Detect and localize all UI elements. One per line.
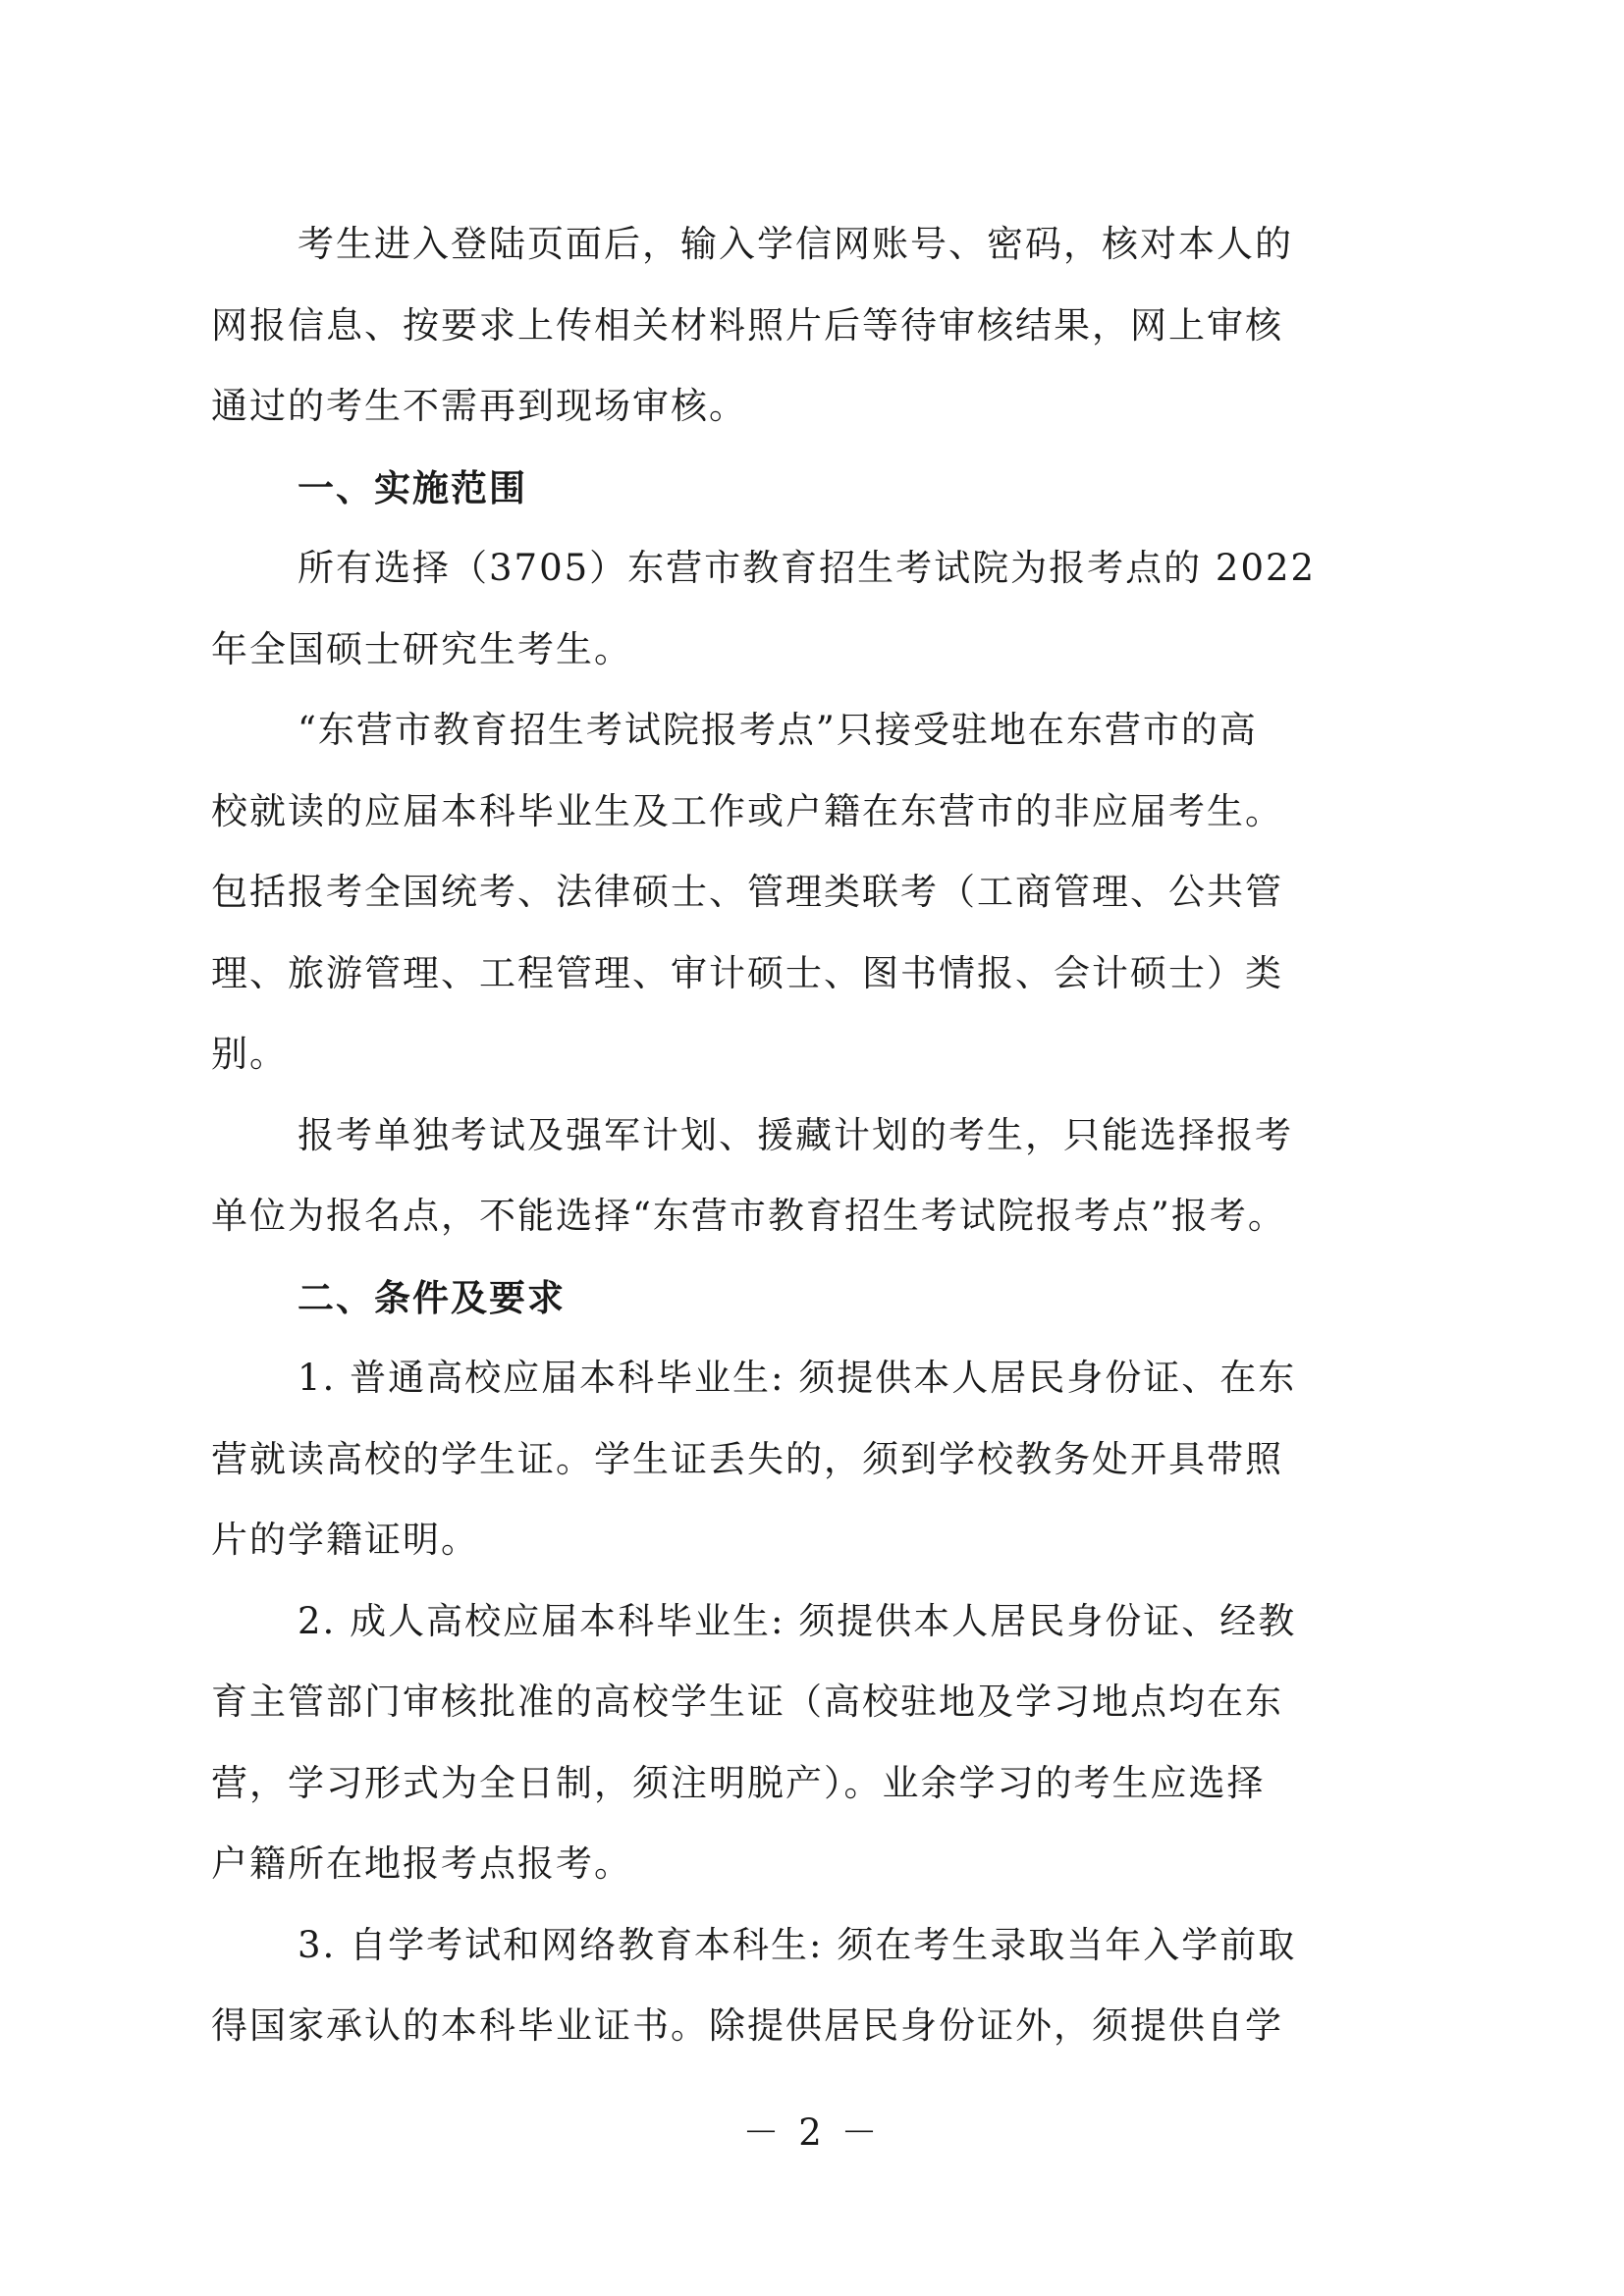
document-body — [211, 204, 1429, 2067]
text-line: 考生进入登陆页面后，输入学信网账号、密码，核对本人的 — [298, 223, 1293, 265]
text-line: 报考单独考试及强军计划、援藏计划的考生，只能选择报考 — [298, 1113, 1293, 1156]
paragraph-scope-acceptance — [211, 690, 1429, 1095]
text-line: 得国家承认的本科毕业证书。除提供居民身份证外，须提供自学 — [211, 2004, 1283, 2047]
text-line: 校就读的应届本科毕业生及工作或户籍在东营市的非应届考生。 — [211, 789, 1283, 832]
text-line: 育主管部门审核批准的高校学生证（高校驻地及学习地点均在东 — [211, 1681, 1283, 1723]
paragraph-requirement-1 — [211, 1338, 1429, 1581]
text-line: 所有选择（3705）东营市教育招生考试院为报考点的 2022 — [298, 547, 1317, 589]
section-heading-requirements — [211, 1257, 1429, 1339]
text-line: 包括报考全国统考、法律硕士、管理类联考（工商管理、公共管 — [211, 871, 1283, 913]
text-line: 3. 自学考试和网络教育本科生: 须在考生录取当年入学前取 — [298, 1923, 1297, 1966]
text-line: 户籍所在地报考点报考。 — [211, 1842, 632, 1885]
text-line: 1. 普通高校应届本科毕业生: 须提供本人居民身份证、在东 — [298, 1357, 1297, 1399]
text-line: 网报信息、按要求上传相关材料照片后等待审核结果，网上审核 — [211, 303, 1283, 347]
text-line: 营就读高校的学生证。学生证丢失的，须到学校教务处开具带照 — [211, 1437, 1283, 1480]
text-line: 营，学习形式为全日制，须注明脱产）。业余学习的考生应选择 — [211, 1761, 1266, 1804]
text-line: 单位为报名点，不能选择“东营市教育招生考试院报考点”报考。 — [211, 1195, 1286, 1237]
paragraph-scope-all — [211, 528, 1429, 690]
paragraph-requirement-3 — [211, 1905, 1429, 2067]
paragraph-requirement-2 — [211, 1581, 1429, 1905]
text-line: 年全国硕士研究生考生。 — [211, 627, 632, 670]
text-line: 通过的考生不需再到现场审核。 — [211, 385, 747, 427]
text-line: “东营市教育招生考试院报考点”只接受驻地在东营市的高 — [298, 709, 1258, 751]
section-heading-scope — [211, 448, 1429, 529]
text-line: 2. 成人高校应届本科毕业生: 须提供本人居民身份证、经教 — [298, 1599, 1297, 1642]
paragraph-login-instructions — [211, 204, 1429, 448]
heading-text: 一、实施范围 — [298, 465, 527, 509]
page-number: － 2 － — [742, 2111, 882, 2154]
text-line: 理、旅游管理、工程管理、审计硕士、图书情报、会计硕士）类 — [211, 951, 1283, 994]
text-line: 别。 — [211, 1033, 288, 1075]
heading-text: 二、条件及要求 — [298, 1275, 566, 1319]
paragraph-scope-exclusions — [211, 1095, 1429, 1257]
text-line: 片的学籍证明。 — [211, 1519, 479, 1561]
